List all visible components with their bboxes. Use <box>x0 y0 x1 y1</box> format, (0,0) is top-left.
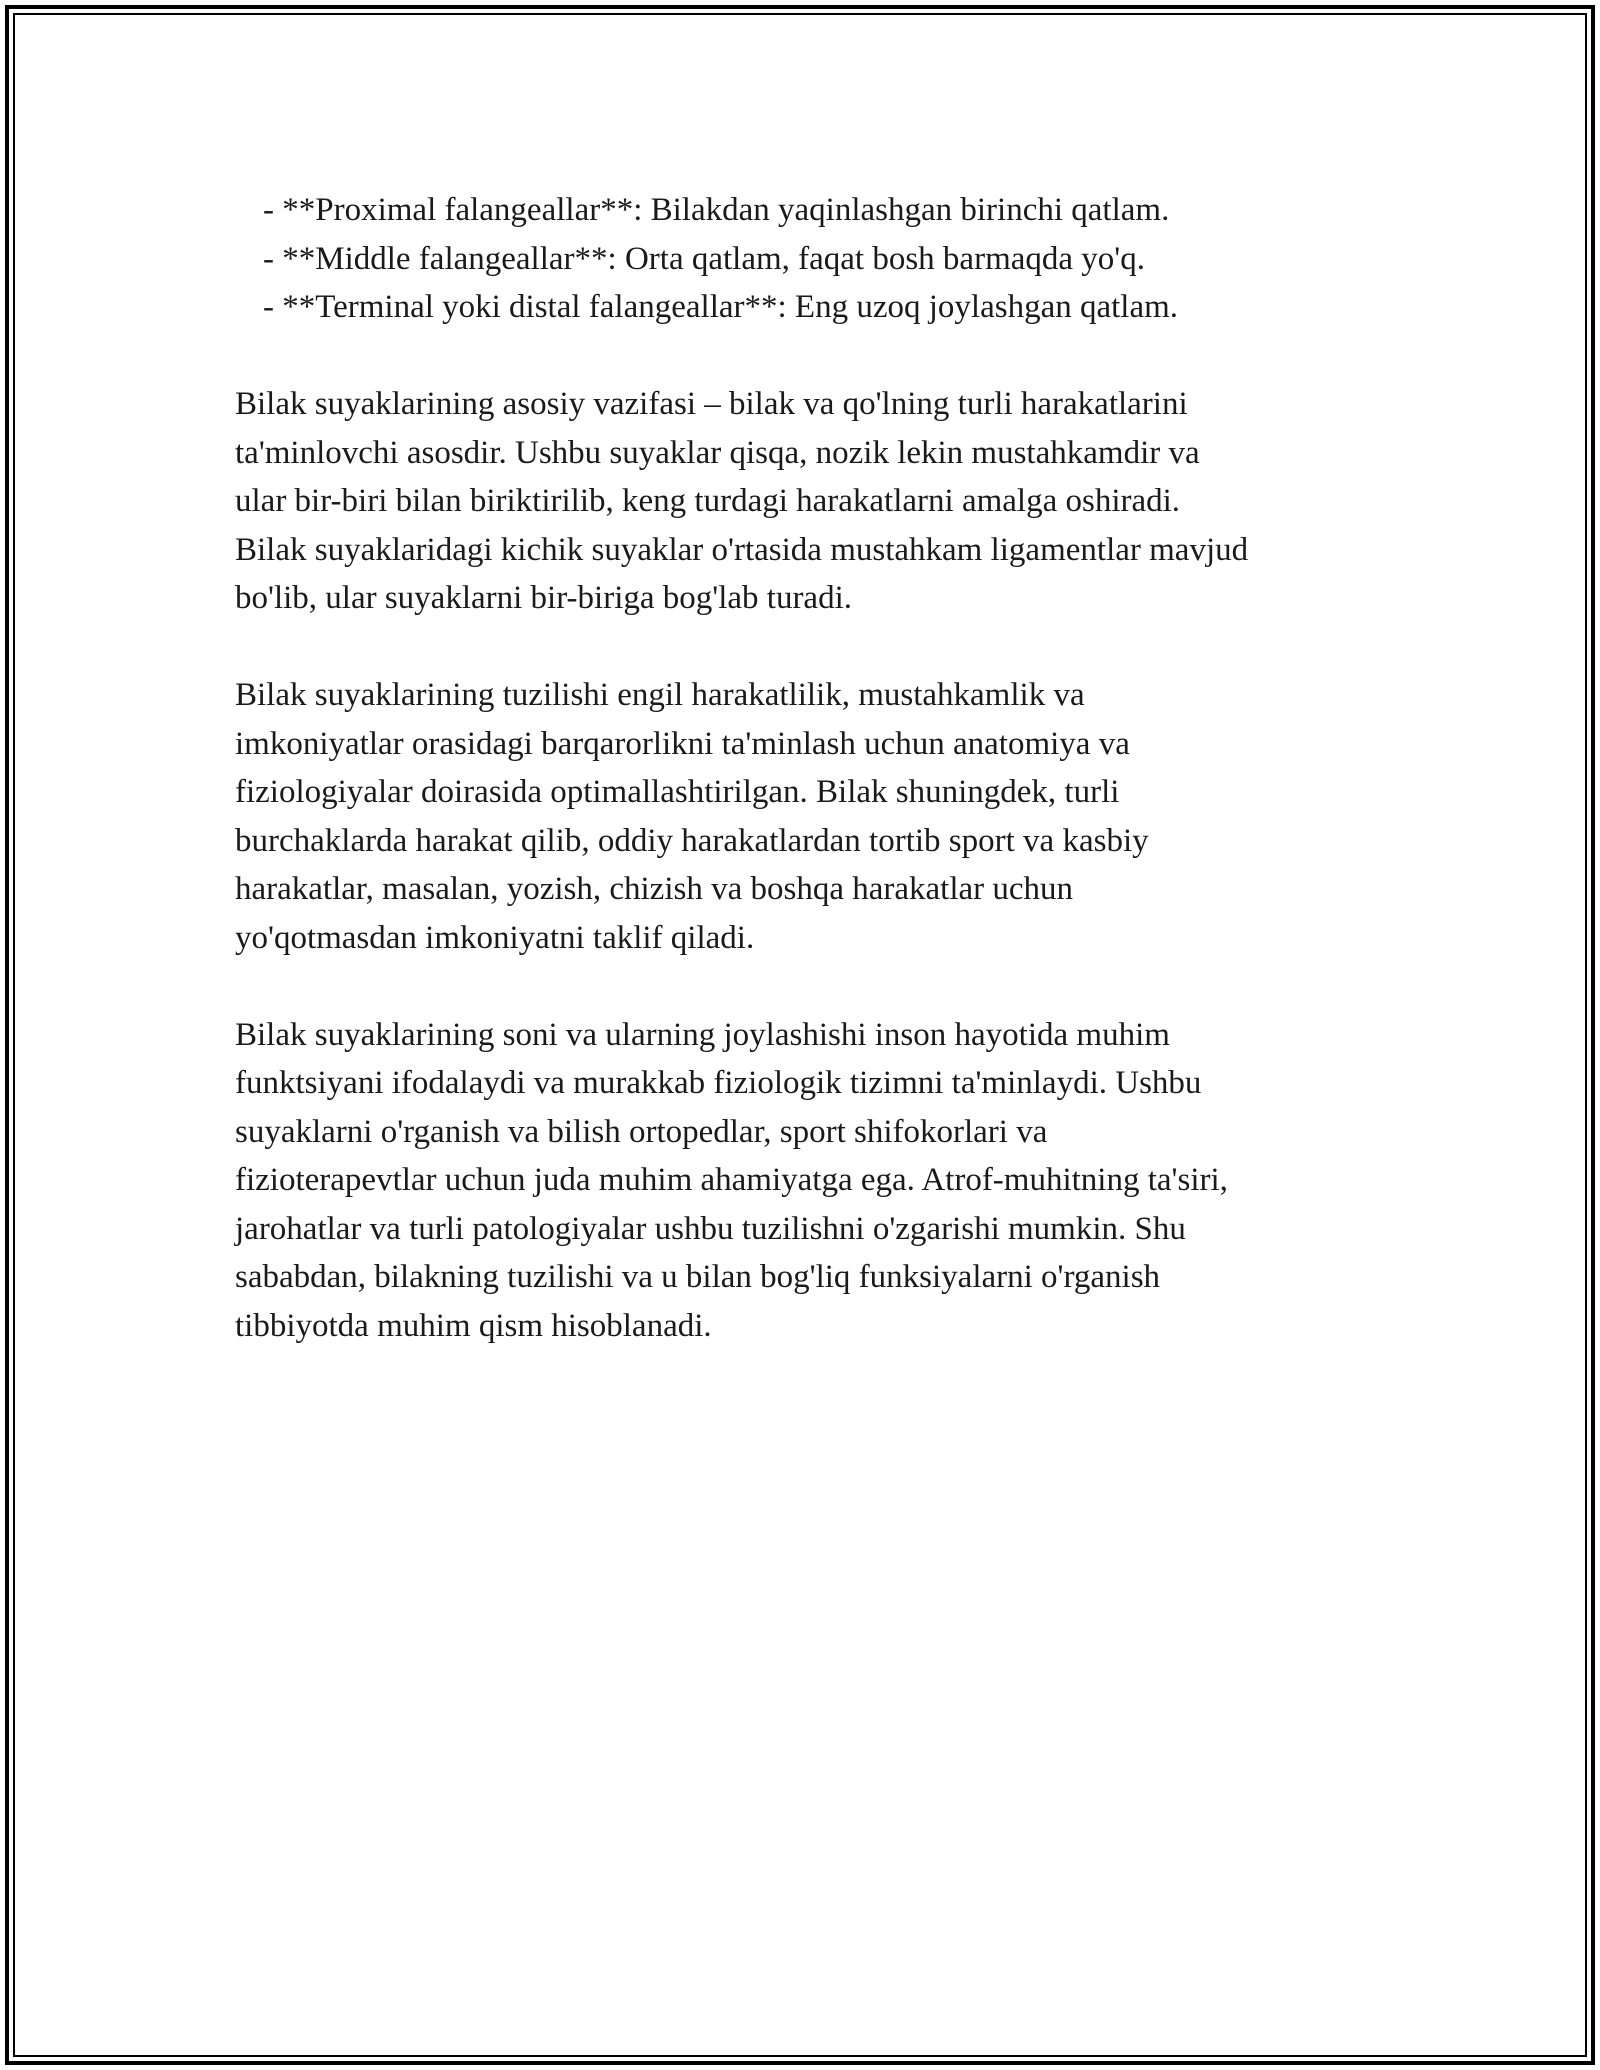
paragraph-line: fiziologiyalar doirasida optimallashtirilgan. Bilak shuningdek, turli <box>235 774 1120 810</box>
list-item: - **Middle falangeallar**: Orta qatlam, faqat bosh barmaqda yo'q. <box>263 240 1145 277</box>
list-item: - **Proximal falangeallar**: Bilakdan yaqinlashgan birinchi qatlam. <box>263 192 1170 228</box>
paragraph-line: ular bir-biri bilan biriktirilib, keng turdagi harakatlarni amalga oshiradi. <box>235 483 1181 519</box>
paragraph-line: tibbiyotda muhim qism hisoblanadi. <box>235 1307 712 1344</box>
paragraph-line: Bilak suyaklarining asosiy vazifasi – bilak va qo'lning turli harakatlarini <box>235 386 1188 422</box>
paragraph-line: Bilak suyaklarining tuzilishi engil harakatlilik, mustahkamlik va <box>235 677 1085 713</box>
paragraph-line: burchaklarda harakat qilib, oddiy harakatlardan tortib sport va kasbiy <box>235 822 1149 859</box>
paragraph-line: jarohatlar va turli patologiyalar ushbu tuzilishni o'zgarishi mumkin. Shu <box>235 1210 1186 1247</box>
list-item: - **Terminal yoki distal falangeallar**: Eng uzoq joylashgan qatlam. <box>263 289 1179 325</box>
paragraph-line: harakatlar, masalan, yozish, chizish va boshqa harakatlar uchun <box>235 871 1074 907</box>
paragraph-line: Bilak suyaklarining soni va ularning joylashishi inson hayotida muhim <box>235 1016 1170 1053</box>
phalanges-list <box>235 186 1375 332</box>
paragraph-line: funktsiyani ifodalaydi va murakkab fiziologik tizimni ta'minlaydi. Ushbu <box>235 1065 1202 1101</box>
paragraph-structure <box>235 671 1375 962</box>
paragraph-function <box>235 380 1375 623</box>
paragraph-line: yo'qotmasdan imkoniyatni taklif qiladi. <box>235 919 755 956</box>
paragraph-line: suyaklarni o'rganish va bilish ortopedlar, sport shifokorlari va <box>235 1113 1048 1150</box>
paragraph-line: sababdan, bilakning tuzilishi va u bilan bog'liq funksiyalarni o'rganish <box>235 1259 1161 1295</box>
paragraph-line: Bilak suyaklaridagi kichik suyaklar o'rtasida mustahkam ligamentlar mavjud <box>235 531 1249 568</box>
paragraph-line: bo'lib, ular suyaklarni bir-biriga bog'lab turadi. <box>235 580 852 616</box>
document-body <box>235 186 1375 1350</box>
paragraph-line: fizioterapevtlar uchun juda muhim ahamiyatga ega. Atrof-muhitning ta'siri, <box>235 1162 1228 1198</box>
paragraph-line: imkoniyatlar orasidagi barqarorlikni ta'minlash uchun anatomiya va <box>235 725 1130 762</box>
paragraph-line: ta'minlovchi asosdir. Ushbu suyaklar qisqa, nozik lekin mustahkamdir va <box>235 434 1200 471</box>
paragraph-significance <box>235 1011 1375 1351</box>
